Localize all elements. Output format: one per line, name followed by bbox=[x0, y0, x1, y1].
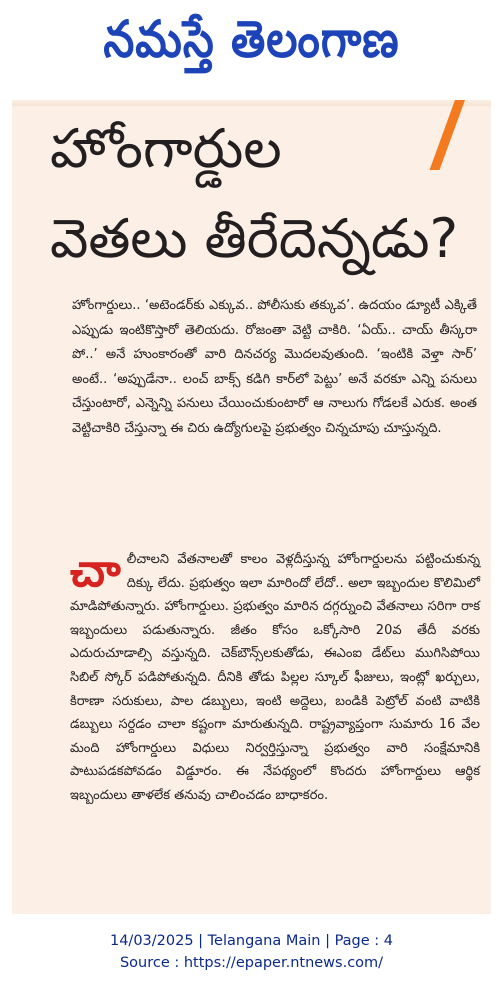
body-paragraph: లీచాలని వేతనాలతో కాలం వెళ్లదీస్తున్న హోంగార్డులను పట్టించుకున్న దిక్కు లేదు. ప్రభుత్వం ఇలా మారిందో లేదో.. అలా ఇబ్బందుల కొలిమిలో మాడిపోతున్నారు. హోంగార్డులు. ప్రభుత్వం మారిన దగ్గర్నుంచి వేతనాలు సరిగా రాక ఇబ్బందులు పడుతున్నారు. జీతం కోసం ఒక్కోసారి 20వ తేదీ వరకు ఎదురుచూడాల్సి వస్తున్నది. చెక్‌బౌన్స్‌లకుతోడు, ఈఎంఐ డేట్‌లు ముగిసిపోయి సిబిల్ స్కోర్ పడిపోతున్నది. దీనికి తోడు పిల్లల స్కూల్ ఫీజులు, ఇంట్లో ఖర్చులు, కిరాణా సరుకులు, పాల డబ్బులు, ఇంటి అద్దెలు, బండికి పెట్రోల్ వంటి వాటికి డబ్బులు సర్దడం చాలా కష్టంగా మారుతున్నది. రాష్ట్రవ్యాప్తంగా సుమారు 16 వేల మంది హోంగార్డులు విధులు నిర్వర్తిస్తున్నా ప్రభుత్వం వారి సంక్షేమానికి పాటుపడకపోవడం విడ్డూరం. ఈ నేపథ్యంలో కొందరు హోంగార్డులు ఆర్థిక ఇబ్బందులు తాళలేక తనువు చాలించడం బాధాకరం. bbox=[70, 552, 480, 803]
article-clipping bbox=[12, 100, 491, 914]
newspaper-logo: నమస్తే తెలంగాణ bbox=[103, 10, 400, 69]
article-body bbox=[70, 543, 480, 808]
drop-cap: చా bbox=[70, 543, 121, 597]
source-link[interactable]: Source : https://epaper.ntnews.com/ bbox=[119, 955, 384, 971]
headline-line-1: హోంగార్డుల bbox=[50, 117, 282, 180]
article-intro bbox=[72, 294, 477, 441]
clip-top-stripe bbox=[12, 100, 491, 106]
publication-info: 14/03/2025 | Telangana Main | Page : 4 bbox=[109, 933, 394, 949]
source-footer bbox=[0, 930, 503, 974]
masthead bbox=[0, 0, 503, 92]
headline-line-2: వెతలు తీరేదెన్నడు? bbox=[50, 207, 459, 270]
intro-paragraph: హోంగార్డులు.. ‘అటెండర్‌కు ఎక్కువ.. పోలీసుకు తక్కువ’. ఉదయం డ్యూటీ ఎక్కితే ఎప్పుడు ఇంటికొస్తారో తెలియదు. రోజంతా వెట్టి చాకిరి. ‘ఏయ్.. చాయ్ తీస్కరా పో..’ అనే హుంకారంతో వారి దినచర్య మొదలవుతుంది. ‘ఇంటికి వెళ్తా సార్’ అంటే.. ‘అప్పుడేనా.. లంచ్ బాక్స్ కడిగి కార్‌లో పెట్టు’ అనే వరకూ ఎన్ని పనులు చేస్తుంటారో, ఎన్నెన్ని పనులు చేయించుకుంటారో ఆ నాలుగు గోడలకే ఎరుక. అంత వెట్టిచాకిరి చేస్తున్నా ఈ చిరు ఉద్యోగులపై ప్రభుత్వం చిన్నచూపు చూస్తున్నది. bbox=[72, 298, 477, 436]
